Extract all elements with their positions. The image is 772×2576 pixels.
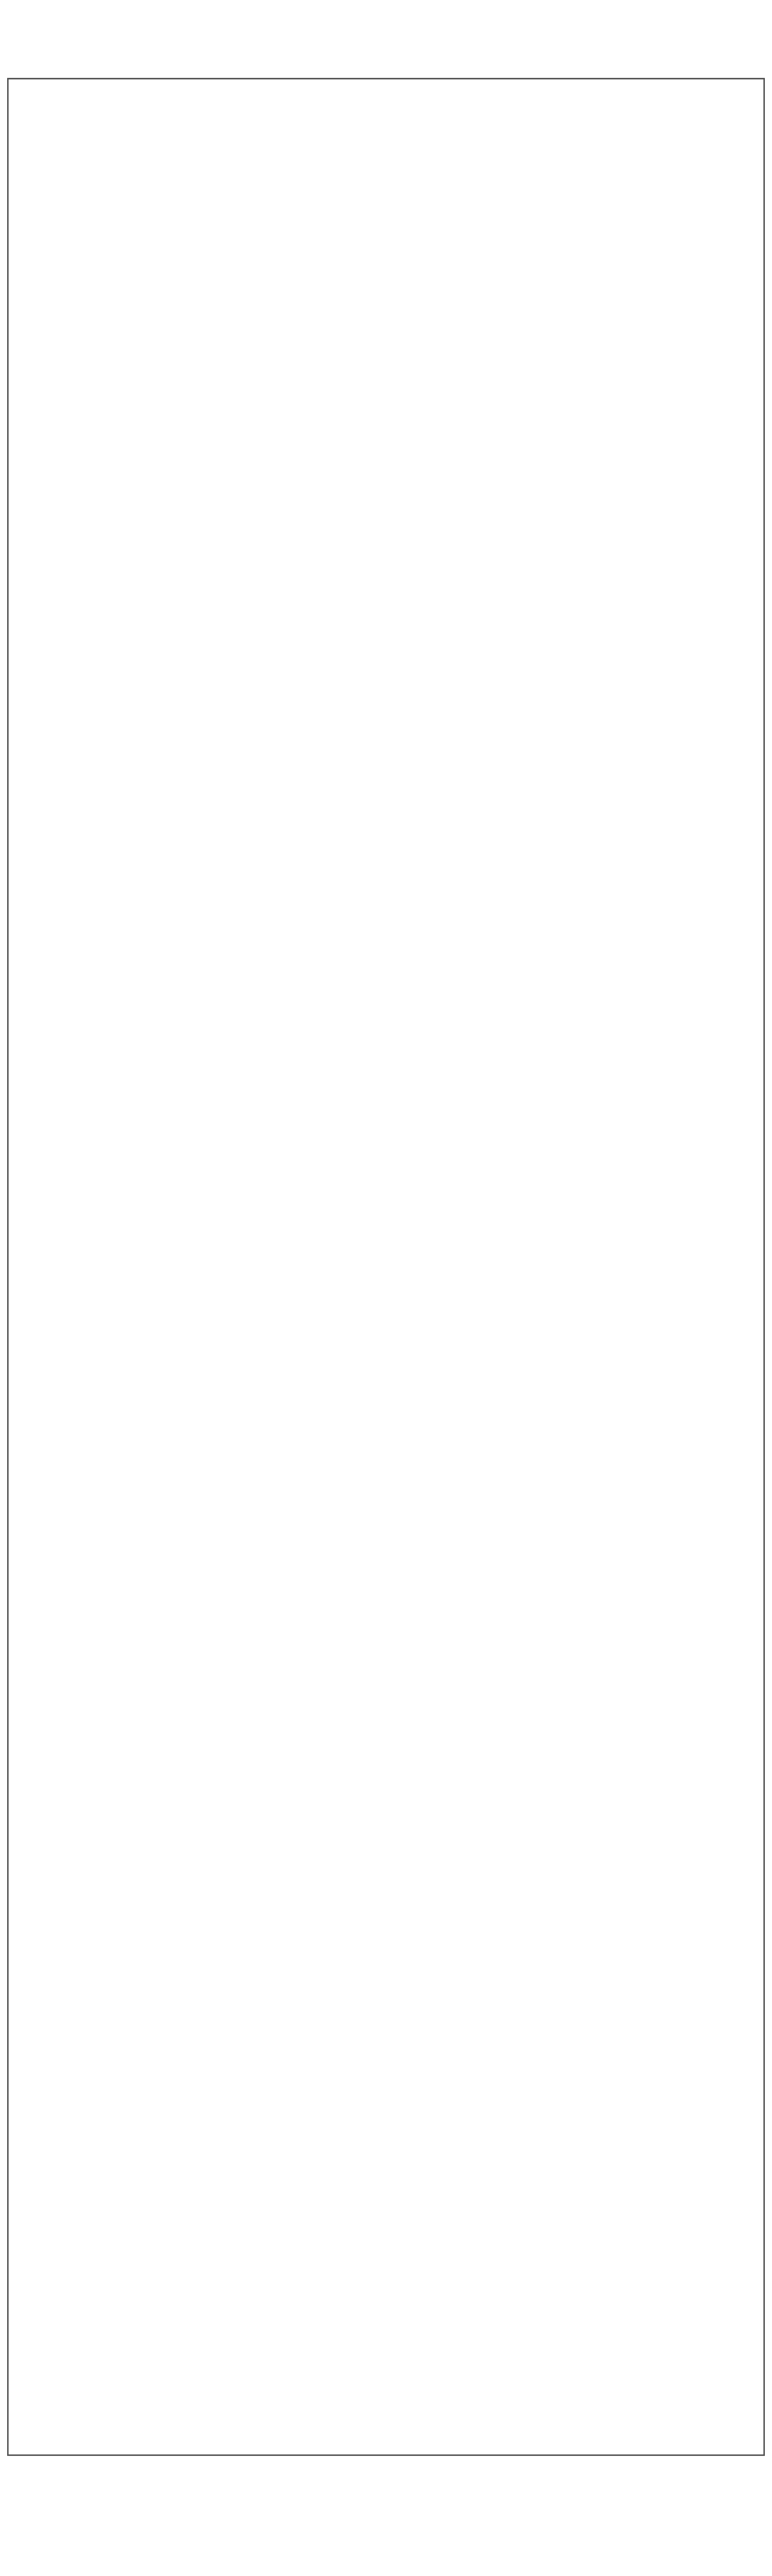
page-title	[7, 13, 765, 79]
table-row	[8, 79, 764, 2455]
table-cell	[8, 79, 764, 2455]
schedule-table	[7, 79, 765, 2456]
footnote	[7, 2456, 765, 2506]
table-body	[8, 79, 764, 2455]
